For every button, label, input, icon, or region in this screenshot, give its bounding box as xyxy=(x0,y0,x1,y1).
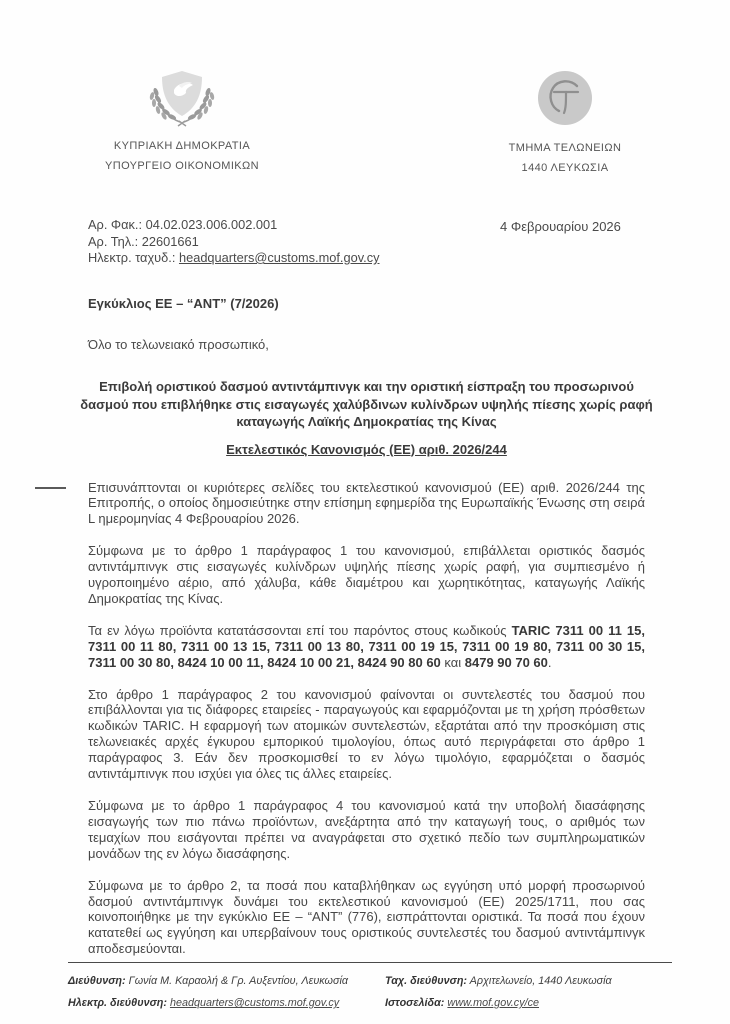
footer-address-value: Γωνία Μ. Καραολή & Γρ. Αυξεντίου, Λευκωσία xyxy=(128,975,349,987)
paragraph-1-text: Επισυνάπτονται οι κυριότερες σελίδες του εκτελεστικού κανονισμού (ΕΕ) αριθ. 2026/244 της Επιτροπής, ο οποίος δημοσιεύτηκε στην επίσημη εφημερίδα της Ευρωπαϊκής Ένωσης στη σειρά L ημερομηνίας 4 Φεβρουαρίου 2026. xyxy=(88,479,645,527)
circular-number: Εγκύκλιος ΕΕ – “ΑΝΤ” (7/2026) xyxy=(88,296,279,311)
department-name: ΤΜΗΜΑ ΤΕΛΩΝΕΙΩΝ xyxy=(508,142,622,154)
footer-right-column xyxy=(385,970,612,1014)
footer-postal-value: Αρχιτελωνείο, 1440 Λευκωσία xyxy=(469,975,612,987)
telephone-number: Αρ. Τηλ.: 22601661 xyxy=(88,233,199,249)
ministry-name: ΥΠΟΥΡΓΕΙΟ ΟΙΚΟΝΟΜΙΚΩΝ xyxy=(104,160,259,172)
footer-address-line xyxy=(68,970,385,992)
footer-email-line xyxy=(68,992,385,1014)
republic-name: ΚΥΠΡΙΑΚΗ ΔΗΜΟΚΡΑΤΙΑ xyxy=(113,140,251,152)
regulation-title-row xyxy=(88,441,645,459)
cyprus-coat-of-arms-icon xyxy=(143,66,221,132)
footer-postal-line xyxy=(385,970,612,992)
taric-period: . xyxy=(547,654,552,670)
document-date: 4 Φεβρουαρίου 2026 xyxy=(500,219,621,234)
footer-left-column xyxy=(68,970,385,1014)
footer-email-link[interactable]: headquarters@customs.mof.gov.cy xyxy=(169,997,340,1009)
taric-codes-primary: TARIC 7311 00 11 15, 7311 00 11 80, 7311 00 13 15, 7311 00 13 80, 7311 00 19 15, 7311 00 19 80, 7311 00 30 15, 7311 00 30 80, 8424 10 00 11, 8424 10 00 21, 8424 90 80 60 xyxy=(88,622,645,670)
document-footer xyxy=(68,962,672,1014)
file-number: Αρ. Φακ.: 04.02.023.006.002.001 xyxy=(88,217,278,232)
footer-email-label: Ηλεκτρ. διεύθυνση: xyxy=(68,997,167,1009)
addressee-line: Όλο το τελωνειακό προσωπικό, xyxy=(88,337,269,352)
regulation-title: Εκτελεστικός Κανονισμός (ΕΕ) αριθ. 2026/244 xyxy=(226,441,507,457)
department-postcode: 1440 ΛΕΥΚΩΣΙΑ xyxy=(521,162,609,174)
margin-dash-mark xyxy=(35,487,66,489)
email-label: Ηλεκτρ. ταχυδ.: xyxy=(88,250,179,265)
republic-header xyxy=(92,66,272,176)
footer-website-link[interactable]: www.mof.gov.cy/ce xyxy=(447,997,539,1009)
footer-postal-label: Ταχ. διεύθυνση: xyxy=(385,975,468,987)
footer-website-label: Ιστοσελίδα: xyxy=(385,997,445,1009)
taric-conjunction: και xyxy=(440,654,465,670)
customs-seal-icon xyxy=(537,70,593,126)
taric-codes-secondary: 8479 90 70 60 xyxy=(464,654,548,670)
paragraph-2: Σύμφωνα με το άρθρο 1 παράγραφος 1 του κανονισμού, επιβάλλεται οριστικός δασμός αντιντάμπινγκ στις εισαγωγές κυλίνδρων υψηλής πίεσης χωρίς ραφή, για συμπιεσμένο ή υγροποιημένο αέριο, από χάλυβα, κάθε διαμέτρου και χωρητικότητας, καταγωγής Λαϊκής Δημοκρατίας της Κίνας. xyxy=(88,543,645,606)
reference-block xyxy=(88,217,380,267)
paragraph-4: Στο άρθρο 1 παράγραφος 2 του κανονισμού φαίνονται οι συντελεστές του δασμού που επιβάλλονται για τις διάφορες εταιρείες - παραγωγούς και εφαρμόζονται με τη χρήση πρόσθετων κωδικών TARIC. Η εφαρμογή των ατομικών συντελεστών, εξαρτάται από την προσκόμιση στις τελωνειακές αρχές έγκυρου εμπορικού τιμολογίου, όπως αυτό περιγράφεται στο άρθρο 1 παράγραφος 3. Εάν δεν προσκομισθεί το εν λόγω τιμολόγιο, εφαρμόζεται ο δασμός αντιντάμπινγκ που ισχύει για όλες τις άλλες εταιρείες. xyxy=(88,686,645,782)
subject-title: Επιβολή οριστικού δασμού αντιντάμπινγκ και την οριστική είσπραξη του προσωρινού δασμού που επιβλήθηκε στις εισαγωγές χαλύβδινων κυλίνδρων υψηλής πίεσης χωρίς ραφή καταγωγής Λαϊκής Δημοκρατίας της Κίνας xyxy=(80,379,653,429)
taric-intro: Τα εν λόγω προϊόντα κατατάσσονται επί του παρόντος στους κωδικούς xyxy=(88,622,512,638)
footer-website-line xyxy=(385,992,612,1014)
footer-address-label: Διεύθυνση: xyxy=(68,975,126,987)
email-line xyxy=(88,250,380,267)
letter-body xyxy=(80,296,653,973)
customs-header xyxy=(475,70,655,178)
header-email-link[interactable]: headquarters@customs.mof.gov.cy xyxy=(178,250,380,265)
paragraph-6: Σύμφωνα με το άρθρο 2, τα ποσά που καταβλήθηκαν ως εγγύηση υπό μορφή προσωρινού δασμού αντιντάμπινγκ δυνάμει του εκτελεστικού κανονισμού (ΕΕ) 2025/1711, που σας κοινοποιήθηκε με την εγκύκλιο ΕΕ – “ΑΝΤ” (776), εισπράττονται οριστικά. Τα ποσά που έχουν κατατεθεί ως εγγύηση και υπερβαίνουν τους οριστικούς συντελεστές του δασμού αντιντάμπινγκ αποδεσμεύονται. xyxy=(88,877,645,957)
paragraph-1 xyxy=(88,480,645,528)
paragraph-5: Σύμφωνα με το άρθρο 1 παράγραφος 4 του κανονισμού κατά την υποβολή διασάφησης εισαγωγής των πιο πάνω προϊόντων, ανεξάρτητα από την καταγωγή τους, ο αριθμός των τεμαχίων που εισάγονται πρέπει να αναγράφεται στο σχετικό πεδίο των συμπληρωματικών μονάδων της εν λόγω διασάφησης. xyxy=(88,798,645,861)
paragraph-3-taric-codes xyxy=(88,623,645,671)
